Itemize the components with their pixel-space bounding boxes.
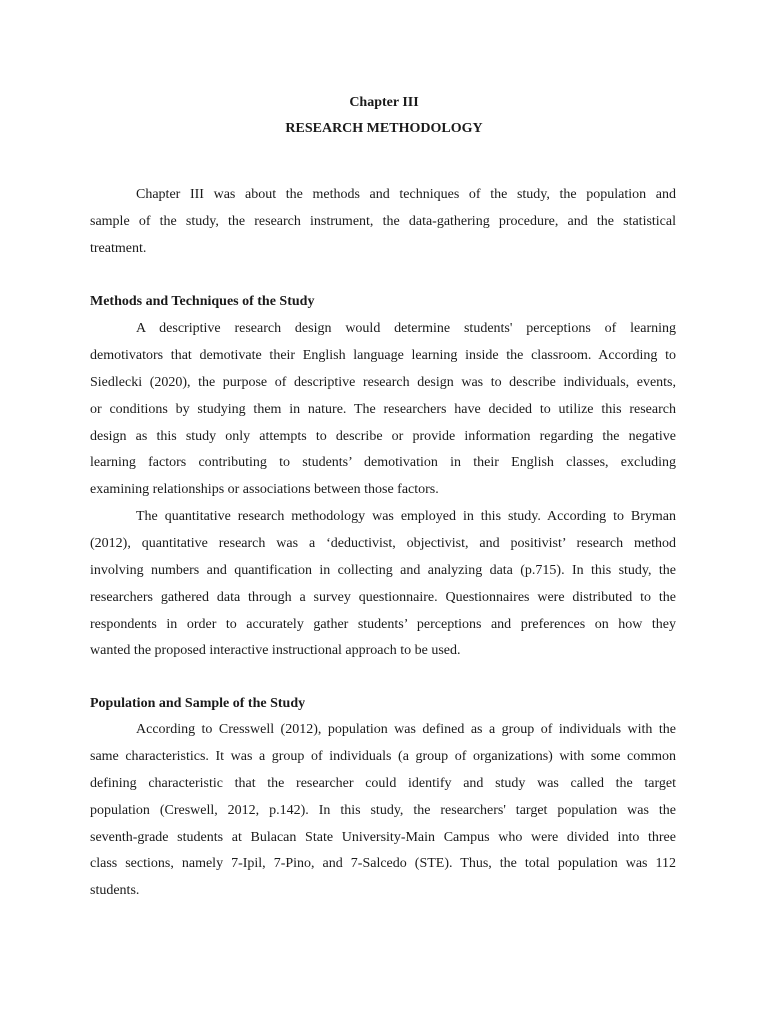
paragraph-line: defining characteristic that the researcher could identify and study was called the target	[90, 775, 676, 791]
paragraph-line: design as this study only attempts to describe or provide information regarding the negative	[90, 428, 676, 444]
methods-paragraph-2	[90, 504, 676, 665]
chapter-number: Chapter III	[349, 95, 419, 110]
paragraph-line: researchers gathered data through a survey questionnaire. Questionnaires were distributed to the	[90, 589, 676, 605]
paragraph-line: involving numbers and quantification in collecting and analyzing data (p.715). In this study, the	[90, 562, 676, 578]
paragraph-line: respondents in order to accurately gather students’ perceptions and preferences on how they	[90, 616, 676, 632]
paragraph-line: treatment.	[90, 240, 147, 256]
paragraph-line: seventh-grade students at Bulacan State University-Main Campus who were divided into three	[90, 829, 676, 845]
paragraph-line: Chapter III was about the methods and techniques of the study, the population and	[136, 187, 676, 202]
paragraph-line: wanted the proposed interactive instructional approach to be used.	[90, 643, 461, 659]
paragraph-line: demotivators that demotivate their English language learning inside the classroom. According to	[90, 347, 676, 363]
paragraph-line: examining relationships or associations between those factors.	[90, 482, 439, 498]
paragraph-line: population (Creswell, 2012, p.142). In this study, the researchers' target population was the	[90, 802, 676, 818]
intro-paragraph	[90, 182, 676, 263]
paragraph-line: class sections, namely 7-Ipil, 7-Pino, and 7-Salcedo (STE). Thus, the total population was 112	[90, 856, 676, 872]
paragraph-line: sample of the study, the research instrument, the data-gathering procedure, and the statistical	[90, 213, 676, 229]
section-heading-population: Population and Sample of the Study	[90, 696, 306, 711]
paragraph-line: A descriptive research design would determine students' perceptions of learning	[136, 321, 676, 336]
paragraph-line: learning factors contributing to students’ demotivation in their English classes, excluding	[90, 455, 676, 471]
paragraph-line: same characteristics. It was a group of individuals (a group of organizations) with some common	[90, 748, 676, 764]
paragraph-line: students.	[90, 883, 140, 899]
section-heading-methods: Methods and Techniques of the Study	[90, 294, 315, 309]
paragraph-line: The quantitative research methodology was employed in this study. According to Bryman	[136, 509, 676, 524]
population-paragraph-1	[90, 717, 676, 905]
methods-paragraph-1	[90, 316, 676, 504]
paragraph-line: or conditions by studying them in nature. The researchers have decided to utilize this research	[90, 401, 676, 417]
chapter-title: RESEARCH METHODOLOGY	[285, 121, 483, 136]
paragraph-line: Siedlecki (2020), the purpose of descriptive research design was to describe individuals, events,	[90, 374, 676, 390]
paragraph-line: According to Cresswell (2012), population was defined as a group of individuals with the	[136, 722, 676, 737]
paragraph-line: (2012), quantitative research was a ‘deductivist, objectivist, and positivist’ research method	[90, 535, 676, 551]
